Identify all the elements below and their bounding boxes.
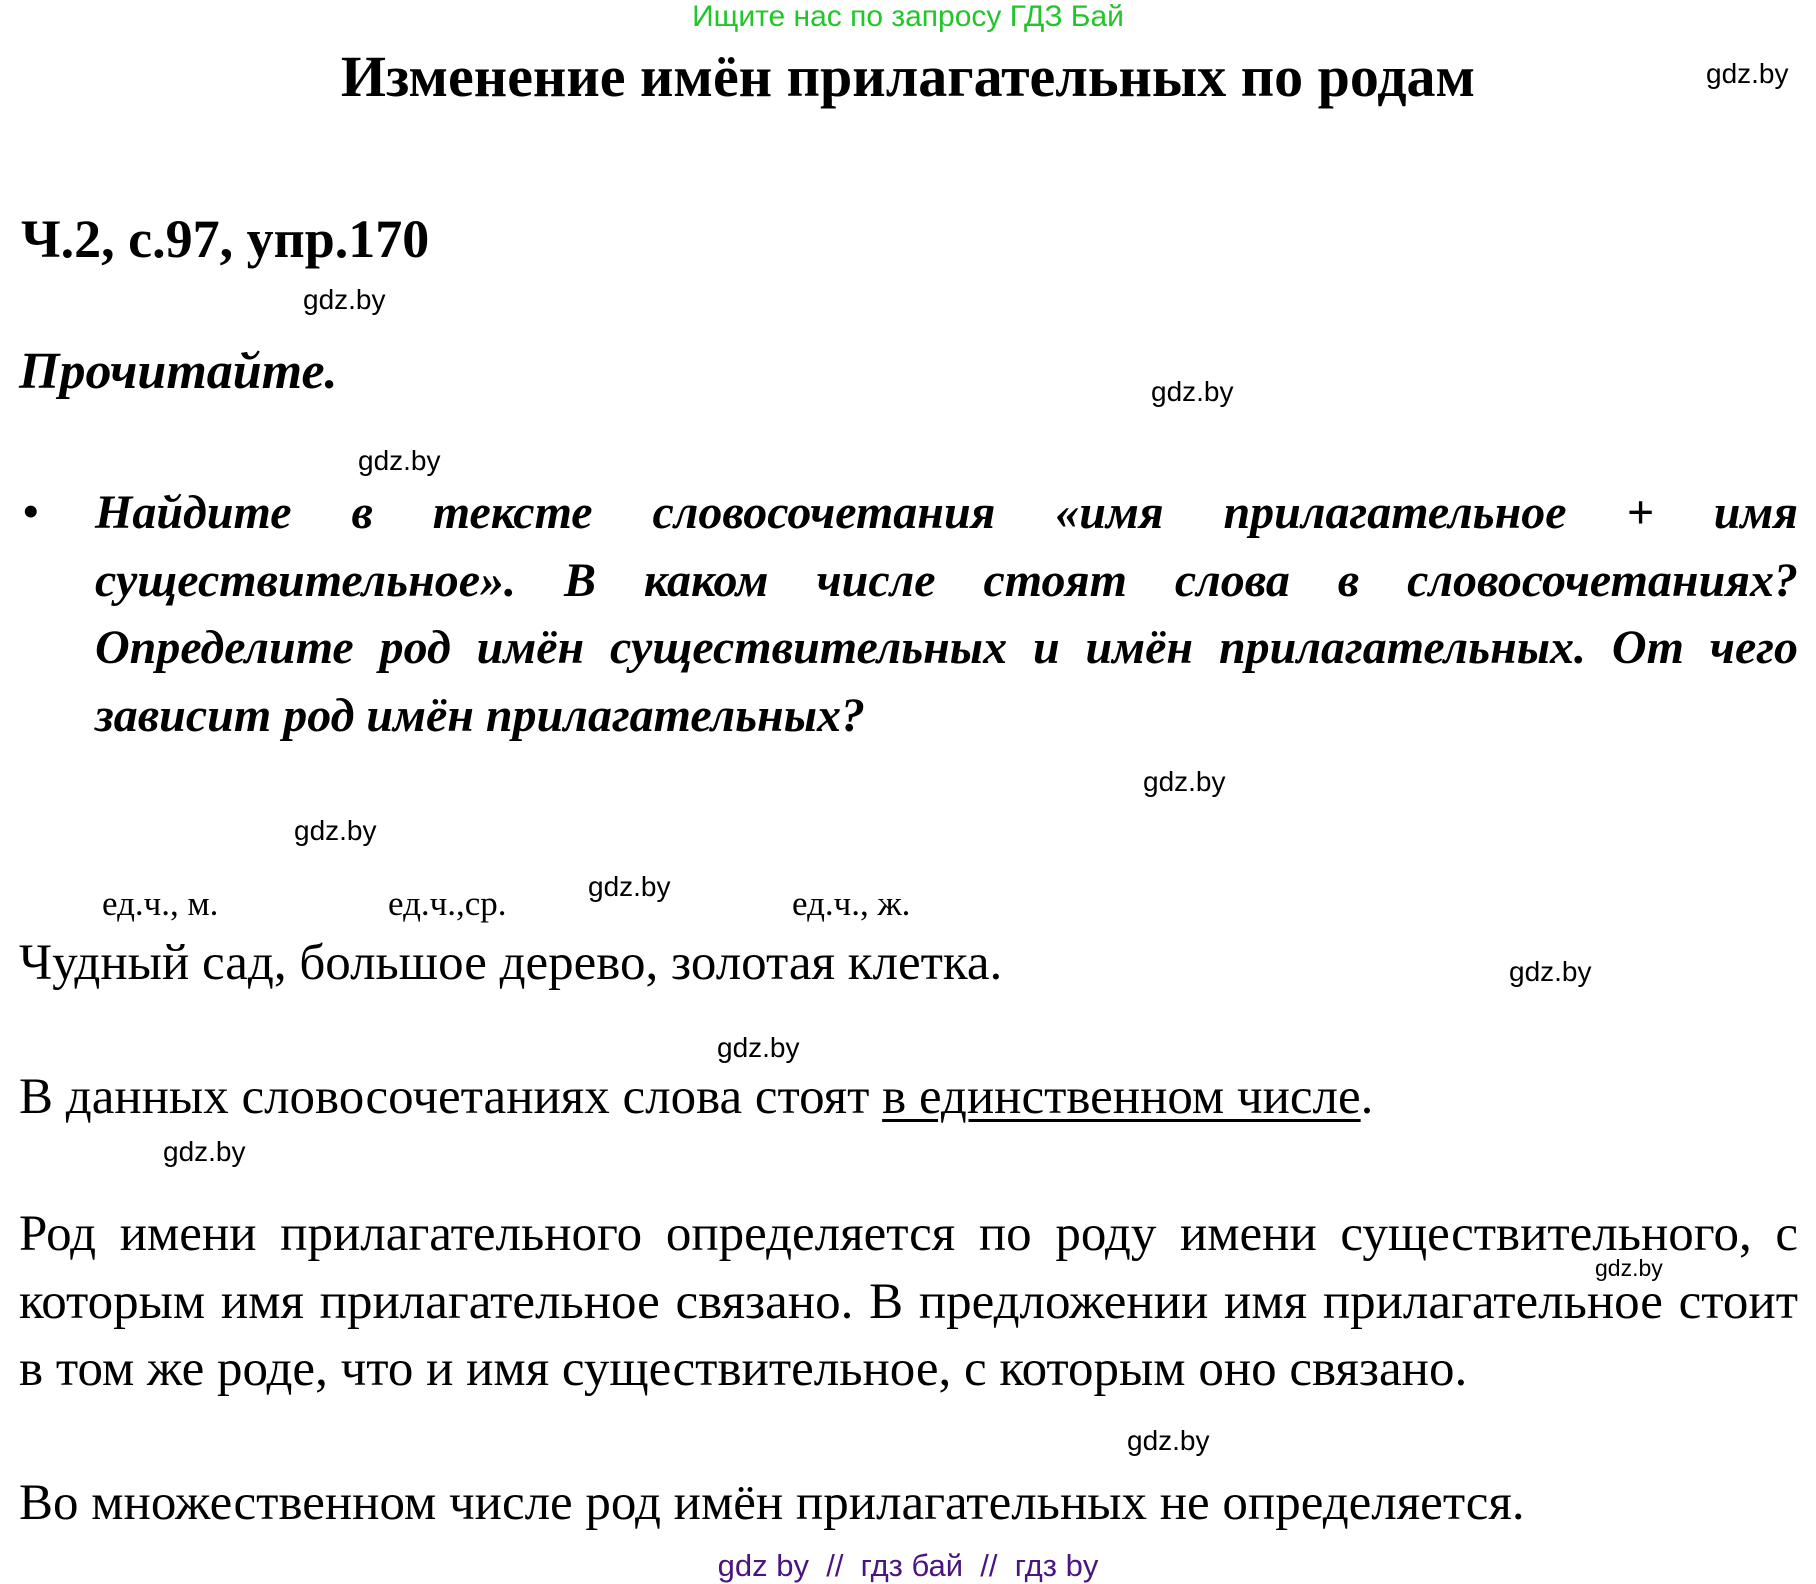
bullet-icon: • bbox=[22, 483, 40, 539]
phrases-line: Чудный сад, большое дерево, золотая клетка. bbox=[19, 935, 1003, 991]
watermark: gdz.by bbox=[294, 815, 377, 846]
watermark: gdz.by bbox=[1127, 1425, 1210, 1456]
label-masculine: ед.ч., м. bbox=[102, 884, 219, 923]
instruction: Прочитайте. bbox=[19, 343, 338, 400]
gender-answer: Род имени прилагательного определяется по роду имени существительного, с которым имя прилагательное связано. В предложении имя прилагательное стоит в том же роде, что и имя существительное, с которым оно связано. bbox=[19, 1206, 1798, 1397]
watermark: gdz.by bbox=[1509, 956, 1592, 987]
watermark: gdz.by bbox=[1595, 1255, 1663, 1281]
number-answer-prefix: В данных словосочетаниях слова стоят bbox=[19, 1069, 883, 1125]
number-answer-suffix: . bbox=[1360, 1069, 1374, 1125]
footer-watermark: gdz by // гдз бай // гдз by bbox=[717, 1548, 1099, 1583]
exercise-reference: Ч.2, с.97, упр.170 bbox=[21, 209, 430, 269]
number-answer bbox=[19, 1064, 1373, 1132]
label-neuter: ед.ч.,ср. bbox=[388, 884, 507, 923]
watermark: gdz.by bbox=[163, 1136, 246, 1167]
watermark: gdz.by bbox=[1706, 58, 1789, 89]
number-answer-underlined: в единственном числе bbox=[882, 1069, 1361, 1125]
watermark: gdz.by bbox=[358, 445, 441, 476]
watermark: gdz.by bbox=[717, 1032, 800, 1063]
watermark: gdz.by bbox=[1143, 766, 1226, 797]
label-feminine: ед.ч., ж. bbox=[792, 884, 911, 923]
watermark: gdz.by bbox=[1151, 376, 1234, 407]
task-text: Найдите в тексте словосочетания «имя прилагательное + имя существительное». В каком числе стоят слова в словосочетаниях? Определите род имён существительных и имён прилагательных. От чего зависит род имён прилагательных? bbox=[95, 486, 1798, 742]
watermark: gdz.by bbox=[588, 871, 671, 902]
page-title: Изменение имён прилагательных по родам bbox=[340, 44, 1476, 109]
watermark: gdz.by bbox=[303, 284, 386, 315]
search-banner: Ищите нас по запросу ГДЗ Бай bbox=[692, 0, 1124, 33]
plural-note: Во множественном числе род имён прилагательных не определяется. bbox=[19, 1475, 1525, 1531]
